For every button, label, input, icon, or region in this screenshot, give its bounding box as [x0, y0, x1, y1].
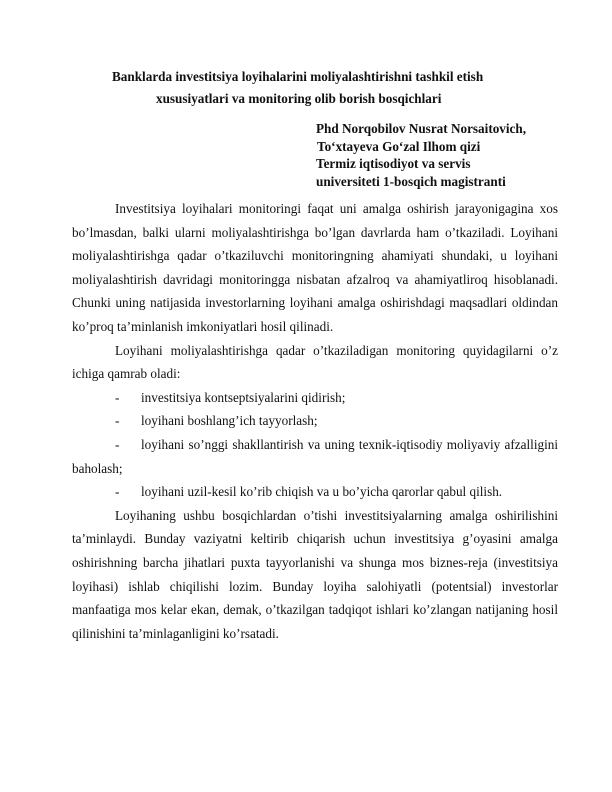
list-item-text: loyihani so’nggi shakllantirish va uning texnik-iqtisodiy moliyaviy afzalligini baholash; [72, 436, 558, 476]
paragraph-2: Loyihani moliyalashtirishga qadar o’tkaziladigan monitoring quyidagilarni o’z ichiga qamrab oladi: [72, 342, 558, 382]
list-item [72, 386, 558, 410]
list-item-text: loyihani uzil-kesil ko’rib chiqish va u bo’yicha qarorlar qabul qilish. [141, 484, 503, 500]
author-line: To‘xtayeva Go‘zal Ilhom qizi [317, 138, 481, 154]
list-marker: - [115, 389, 120, 405]
list-item [72, 433, 558, 480]
list-item-text: investitsiya kontseptsiyalarini qidirish; [141, 389, 346, 405]
list-item [72, 409, 558, 433]
author-line: universiteti 1-bosqich magistranti [316, 173, 506, 189]
paragraph-1: Investitsiya loyihalari monitoringi faqat uni amalga oshirish jarayonigagina xos bo’lmasdan, balki ularni moliyalashtirishga bo’lgan davrlarda ham o’tkaziladi. Loyihani moliyalashtirishga qadar o’tkaziluvchi monitoringning ahamiyati shundaki, u loyihani moliyalashtirish davridagi monitoringga nisbatan afzalroq va ahamiyatliroq hisoblanadi. Chunki uning natijasida investorlarning loyihani amalga oshirishdagi maqsadlari oldindan ko’proq ta’minlanish imkoniyatlari hosil qilinadi. [72, 201, 558, 334]
author-line: Phd Norqobilov Nusrat Norsaitovich, [316, 121, 527, 136]
title-line-2: xususiyatlari va monitoring olib borish bosqichlari [156, 91, 442, 106]
list-marker: - [115, 484, 120, 500]
document-page [72, 66, 558, 645]
list-item-text: loyihani boshlang’ich tayyorlash; [141, 413, 318, 429]
body-text [72, 197, 558, 645]
list-item [72, 480, 558, 504]
author-block [72, 120, 558, 190]
document-title [72, 66, 558, 110]
paragraph-3: Loyihaning ushbu bosqichlardan o’tishi investitsiyalarning amalga oshirilishini ta’minlaydi. Bunday vaziyatni keltirib chiqarish uchun investitsiya g’oyasini amalga oshirishning barcha jihatlari puxta tayyorlanishi va shunga mos biznes-reja (investitsiya loyihasi) ishlab chiqilishi lozim. Bunday loyiha salohiyatli (potentsial) investorlar manfaatiga mos kelar ekan, demak, o’tkazilgan tadqiqot ishlari ko’zlangan natijaning hosil qilinishini ta’minlaganligini ko’rsatadi. [72, 507, 558, 641]
list-marker: - [115, 436, 120, 452]
list-marker: - [115, 413, 120, 429]
author-line: Termiz iqtisodiyot va servis [316, 156, 471, 171]
title-line-1: Banklarda investitsiya loyihalarini moliyalashtirishni tashkil etish [112, 69, 484, 84]
